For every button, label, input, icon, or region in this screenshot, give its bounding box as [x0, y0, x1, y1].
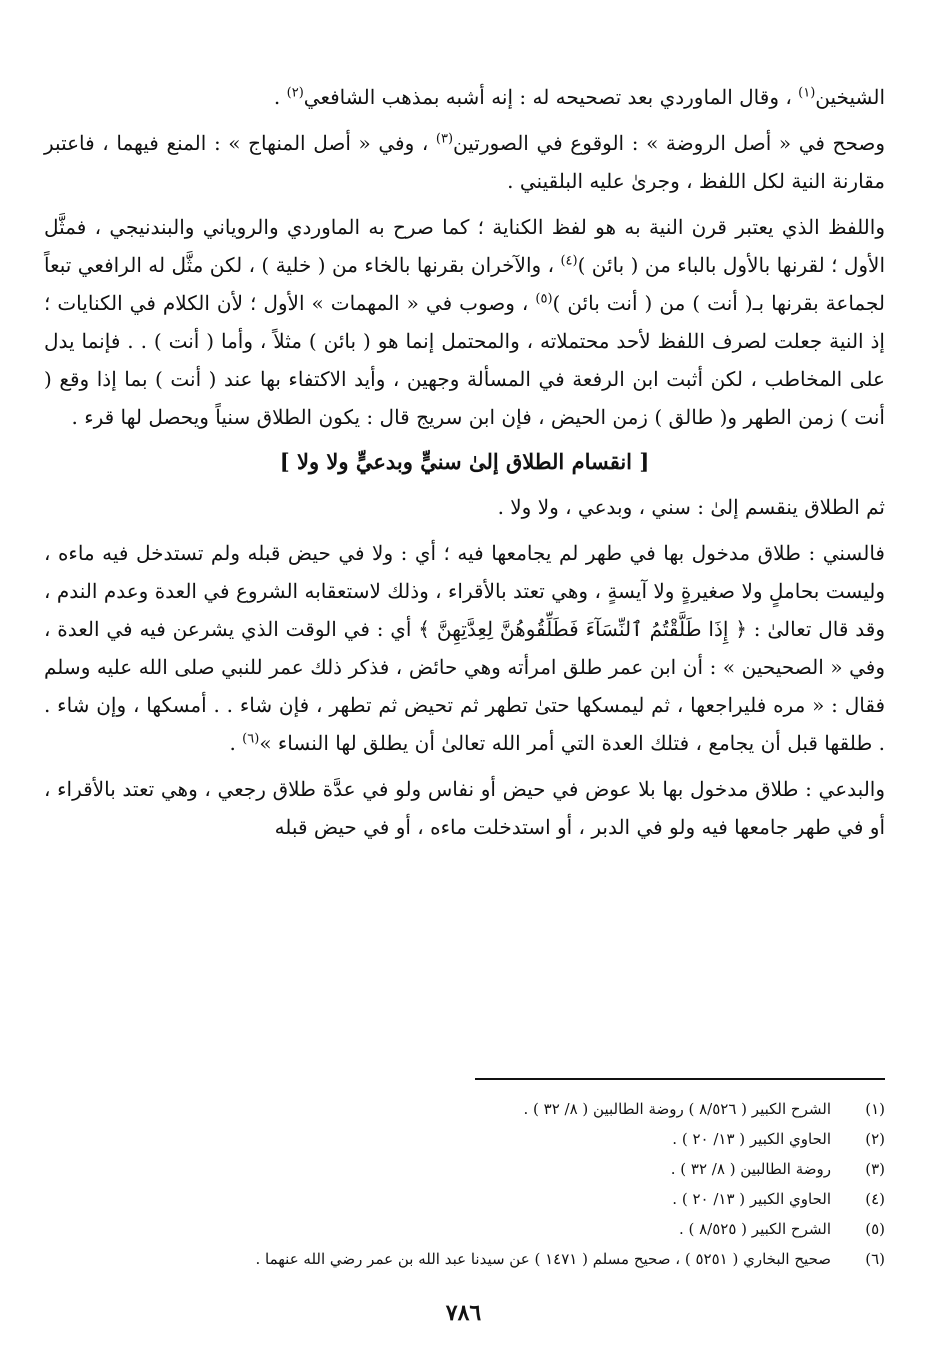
- paragraph-text: ، وصوب في « المهمات » الأول ؛ لأن الكلام في الكنايات ؛ إذ النية جعلت لصرف اللفظ لأحد محتملاته ، والمحتمل إنما هو ( بائن ) مثلاً ، وأما ( أنت ) . . فإنما يدل على المخاطب ، لكن أثبت ابن الرفعة في المسألة وجهين ، وأيد الاكتفاء بها عند ( أنت ) بما إذا وقع ( أنت ) زمن الطهر و( طالق ) زمن الحيض ، فإن ابن سريج قال : يكون الطلاق سنياً ويحصل لها قرء .: [44, 291, 885, 429]
- paragraph-text: الشيخين: [815, 85, 885, 109]
- footnote-ref: (٣): [435, 131, 454, 147]
- paragraph-text: واللفظ الذي يعتبر قرن النية به هو لفظ الكناية ؛ كما صرح به الماوردي والروياني والبندنيجي ، فمثَّل الأول ؛ لقرنها بالأول بالباء من ( بائن ): [44, 215, 886, 277]
- footnote-item: [44, 1154, 885, 1184]
- footnote-text: صحيح البخاري ( ٥٢٥١ ) ، صحيح مسلم ( ١٤٧١ ) عن سيدنا عبد الله بن عمر رضي الله عنهما .: [255, 1250, 831, 1268]
- footnote-text: الحاوي الكبير ( ١٣/ ٢٠ ) .: [672, 1130, 831, 1148]
- footnote-number: (٤): [865, 1190, 885, 1208]
- footnote-text: روضة الطالبين ( ٨/ ٣٢ ) .: [670, 1160, 831, 1178]
- paragraph-text: وصحح في « أصل الروضة » : الوقوع في الصورتين: [453, 131, 885, 155]
- page-number: ٧٨٦: [445, 1300, 482, 1326]
- paragraph-text: .: [273, 85, 287, 109]
- footnote-text: الشرح الكبير ( ٨/٥٢٥ ) .: [678, 1220, 831, 1238]
- footnote-number: (٦): [865, 1250, 885, 1268]
- footnote-ref: (١): [798, 85, 816, 101]
- paragraph-4: [44, 488, 885, 526]
- footnote-item: [44, 1214, 885, 1244]
- paragraph-2: [44, 124, 885, 200]
- paragraph-3: [44, 208, 885, 436]
- footnote-number: (٣): [865, 1160, 885, 1178]
- footnotes: [44, 1094, 885, 1274]
- footnote-number: (١): [865, 1100, 885, 1118]
- main-text: [44, 78, 885, 854]
- footnote-item: [44, 1094, 885, 1124]
- paragraph-1: [44, 78, 885, 116]
- paragraph-text: ، وقال الماوردي بعد تصحيحه له : إنه أشبه بمذهب الشافعي: [303, 85, 799, 109]
- footnote-item: [44, 1184, 885, 1214]
- footnote-ref: (٢): [286, 85, 304, 101]
- footnote-text: الحاوي الكبير ( ١٣/ ٢٠ ) .: [672, 1190, 831, 1208]
- paragraph-text: والبدعي : طلاق مدخول بها بلا عوض في حيض أو نفاس ولو في عدَّة طلاق رجعي ، وهي تعتد بالأقراء ، أو في طهر جامعها فيه ولو في الدبر ، أو استدخلت ماءه ، أو في حيض قبله: [44, 777, 885, 839]
- paragraph-5: [44, 534, 885, 762]
- footnote-ref: (٤): [560, 253, 578, 269]
- paragraph-text: ، والآخران بقرنها بالخاء من ( خلية ) ، لكن مثَّل له الرافعي تبعاً لجماعة بقرنها بـ( أنت ) من ( أنت بائن ): [44, 253, 885, 315]
- footnote-text: الشرح الكبير ( ٨/٥٢٦ ) روضة الطالبين ( ٨/ ٣٢ ) .: [523, 1100, 831, 1118]
- footnote-ref: (٥): [535, 291, 553, 307]
- footnote-item: [44, 1244, 885, 1274]
- footnote-divider: [475, 1078, 885, 1080]
- footnote-number: (٢): [865, 1130, 885, 1148]
- footnote-item: [44, 1124, 885, 1154]
- section-heading: [ انقسام الطلاق إلىٰ سنيٍّ وبدعيٍّ ولا ولا ]: [279, 449, 650, 474]
- paragraph-text: ثم الطلاق ينقسم إلىٰ : سني ، وبدعي ، ولا ولا .: [497, 495, 885, 519]
- paragraph-text: .: [229, 731, 243, 755]
- footnote-number: (٥): [865, 1220, 885, 1238]
- paragraph-text: ، وفي « أصل المنهاج » : المنع فيهما ، فاعتبر مقارنة النية لكل اللفظ ، وجرىٰ عليه البلقيني .: [44, 131, 885, 193]
- paragraph-text: فالسني : طلاق مدخول بها في طهر لم يجامعها فيه ؛ أي : ولا في حيض قبله ولم تستدخل فيه ماءه ، وليست بحاملٍ ولا صغيرةٍ ولا آيسةٍ ، وهي تعتد بالأقراء ، وذلك لاستعقابه الشروع في العدة وعدم الندم ، وقد قال تعالىٰ : ﴿ إِذَا طَلَّقْتُمُ ٱلنِّسَآءَ فَطَلِّقُوهُنَّ لِعِدَّتِهِنَّ ﴾ أي : في الوقت الذي يشرعن فيه في العدة ، وفي « الصحيحين » : أن ابن عمر طلق امرأته وهي حائض ، فذكر ذلك عمر للنبي صلى الله عليه وسلم فقال : « مره فليراجعها ، ثم ليمسكها حتىٰ تطهر ثم تحيض ثم تطهر ، فإن شاء . . أمسكها ، وإن شاء . . طلقها قبل أن يجامع ، فتلك العدة التي أمر الله تعالىٰ أن يطلق لها النساء »: [44, 541, 885, 755]
- paragraph-6: [44, 770, 885, 846]
- footnote-ref: (٦): [242, 731, 260, 747]
